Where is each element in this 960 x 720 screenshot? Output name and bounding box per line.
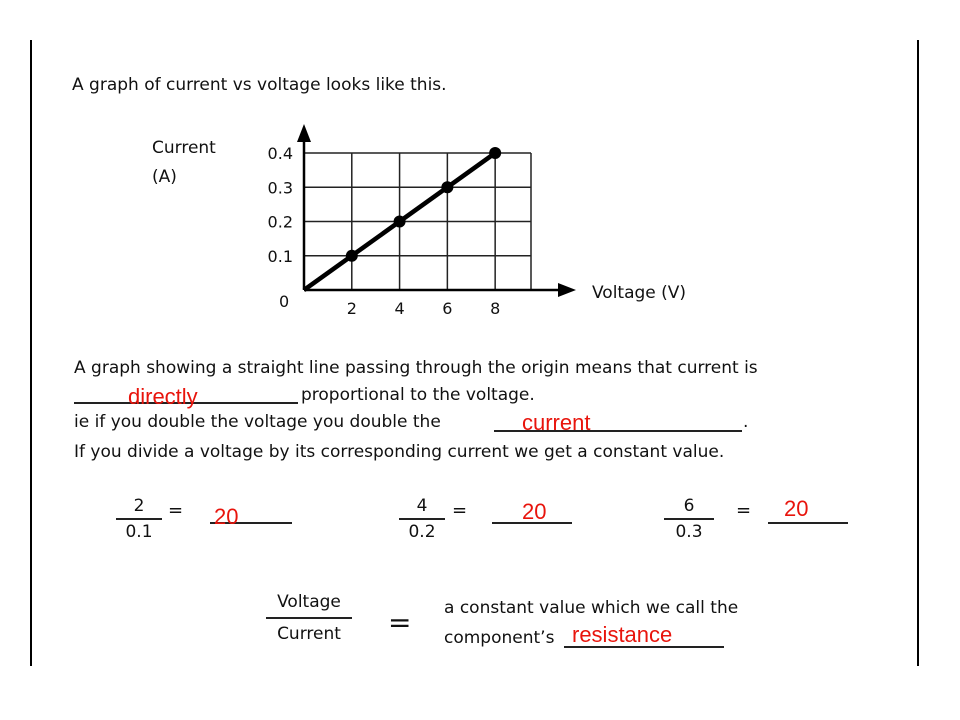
- summary-bar: [266, 617, 352, 619]
- fraction-1: [116, 496, 162, 542]
- summary-denominator: Current: [277, 623, 341, 644]
- x-tick-label: 8: [490, 299, 501, 318]
- y-axis-label-line1: Current: [152, 138, 216, 158]
- fraction-1-numerator: 2: [133, 496, 145, 516]
- text-line-4: If you divide a voltage by its corresponding current we get a constant value.: [74, 442, 725, 462]
- text-line-2: proportional to the voltage.: [301, 385, 535, 405]
- fraction-2-bar: [399, 518, 445, 520]
- summary-fraction: [266, 592, 352, 644]
- data-point: [489, 147, 501, 159]
- equals-sign-2: =: [452, 500, 468, 521]
- answer-result-3: 20: [784, 496, 809, 521]
- text-line-3-end: .: [743, 412, 749, 432]
- fraction-2-denominator: 0.2: [408, 521, 436, 542]
- data-point: [394, 216, 406, 228]
- blank-result-3: [768, 522, 848, 524]
- answer-current: current: [522, 410, 591, 435]
- equals-sign-1: =: [168, 500, 184, 521]
- chart-series: [304, 147, 501, 290]
- fraction-1-denominator: 0.1: [125, 521, 153, 542]
- current-voltage-chart: [0, 0, 960, 340]
- fraction-3-numerator: 6: [683, 496, 695, 516]
- y-tick-label: 0.1: [267, 246, 293, 266]
- fraction-3: [664, 496, 714, 542]
- fraction-2: [399, 496, 445, 542]
- data-point: [346, 250, 358, 262]
- x-tick-label: 4: [394, 299, 405, 318]
- y-axis-label-line2: (A): [152, 167, 177, 187]
- origin-label: 0: [279, 292, 290, 311]
- y-tick-label: 0.3: [267, 178, 293, 198]
- y-axis-arrowhead: [297, 124, 311, 142]
- y-tick-label: 0.2: [267, 212, 293, 232]
- intro-text: A graph of current vs voltage looks like this.: [72, 75, 447, 95]
- x-axis-arrowhead: [558, 283, 576, 297]
- summary-line-2: component’s: [444, 628, 555, 648]
- y-tick-label: 0.4: [267, 144, 293, 163]
- x-axis-label: Voltage (V): [592, 283, 687, 303]
- answer-result-1: 20: [214, 504, 239, 529]
- fraction-3-bar: [664, 518, 714, 520]
- answer-directly: directly: [128, 384, 198, 409]
- chart-axes: [297, 124, 576, 297]
- text-line-1: A graph showing a straight line passing through the origin means that current is: [74, 358, 758, 378]
- fraction-3-denominator: 0.3: [675, 521, 703, 542]
- equals-sign-3: =: [736, 500, 752, 521]
- summary-line-1: a constant value which we call the: [444, 598, 739, 618]
- answer-resistance: resistance: [572, 622, 673, 647]
- fraction-1-bar: [116, 518, 162, 520]
- x-tick-label: 2: [346, 299, 357, 318]
- fraction-2-numerator: 4: [416, 496, 428, 516]
- summary-equals-sign: =: [388, 606, 412, 639]
- text-line-3: ie if you double the voltage you double the: [74, 412, 441, 432]
- answer-result-2: 20: [522, 499, 547, 524]
- chart-grid: [304, 153, 531, 290]
- data-point: [441, 181, 453, 193]
- summary-numerator: Voltage: [277, 592, 341, 612]
- x-tick-label: 6: [442, 299, 453, 318]
